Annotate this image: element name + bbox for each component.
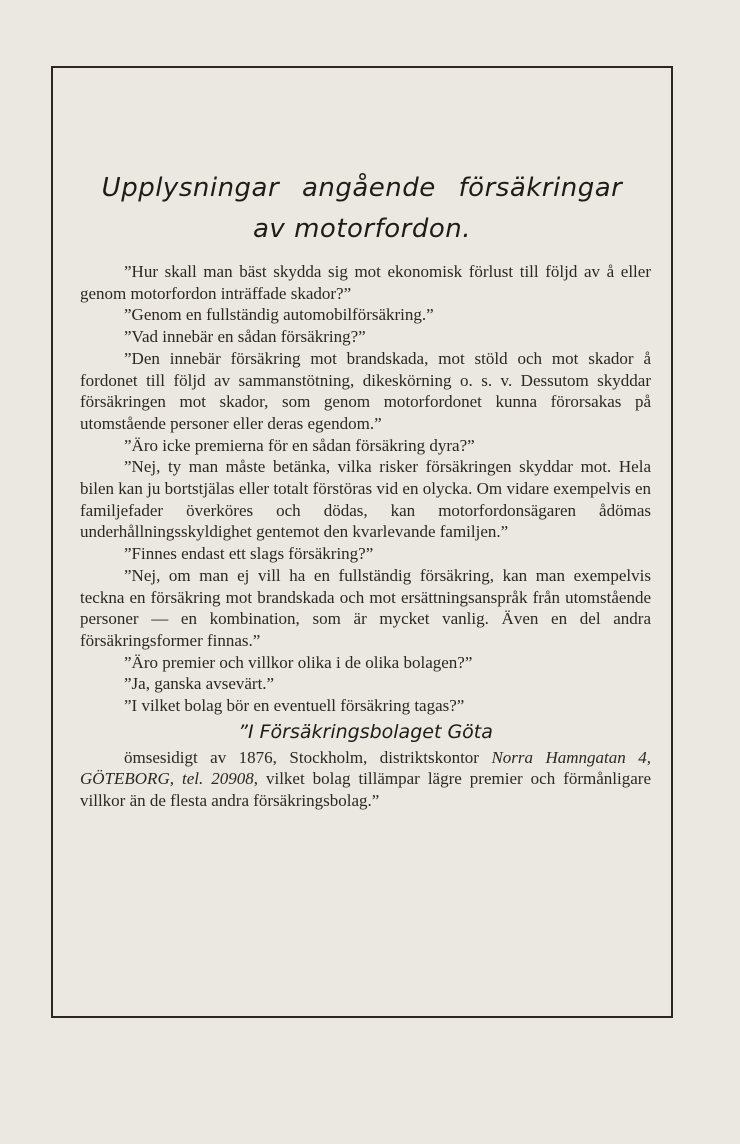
paragraph: ”Genom en fullständig automobilförsäkring.” [124,305,434,325]
paragraph: ”Äro premier och villkor olika i de olika bolagen?” [124,652,473,672]
closing-paragraph [80,747,651,812]
paragraph: ”Vad innebär en sådan försäkring?” [124,327,366,347]
heading-line-1: Upplysningar angående försäkringar [101,173,623,203]
article-body [80,261,651,812]
page-border [51,66,673,1018]
paragraph: ”Hur skall man bäst skydda sig mot ekonomisk förlust till följd av å eller genom motorfordon inträffade skador?” [80,262,651,303]
office-address: Norra Hamngatan 4, GÖTEBORG, tel. 20908 [80,747,651,789]
heading-line-2: av motorfordon. [252,214,471,244]
closing-part-2: , vilket bolag tillämpar lägre premier och förmånligare villkor än de flesta andra försäkringsbolag.” [80,769,651,811]
paragraph: ”Nej, om man ej vill ha en fullständig försäkring, kan man exempelvis teckna en försäkring mot brandskada och mot ersättningsanspråk från utomstående personer — en kombination, som är mycket vanlig. Även en del andra försäkringsformer finnas.” [80,565,651,650]
paragraph: ”I vilket bolag bör en eventuell försäkring tagas?” [124,696,465,716]
paragraph: ”Den innebär försäkring mot brandskada, mot stöld och mot skador å fordonet till följd av sammanstötning, dikeskörning o. s. v. Dessutom skyddar försäkringen mot skador, som genom motorfordonet kunna förorsakas på utomstående personer eller deras egendom.” [80,348,651,433]
paragraph: ”Ja, ganska avsevärt.” [124,674,275,694]
paragraph: ”Äro icke premierna för en sådan försäkring dyra?” [124,435,475,455]
company-name: ”I Försäkringsbolaget Göta [238,720,493,743]
closing-part-1: ömsesidigt av 1876, Stockholm, distriktskontor [124,747,492,767]
paragraph: ”Nej, ty man måste betänka, vilka risker försäkringen skyddar mot. Hela bilen kan ju bortstjälas eller totalt förstöras vid en olycka. Om vidare exempelvis en familjefader överköres och dödas, kan motorfordonsägaren ådömas underhållningsskyldighet gentemot den kvarlevande familjen.” [80,457,651,542]
paragraph: ”Finnes endast ett slags försäkring?” [124,544,374,564]
